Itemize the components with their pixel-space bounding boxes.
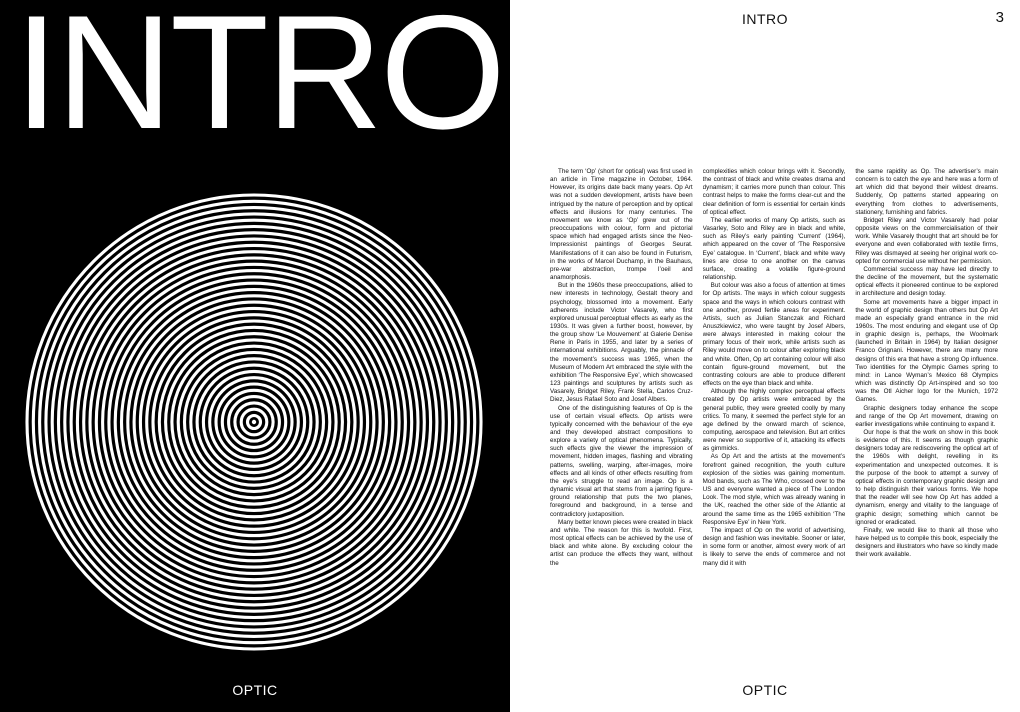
text-column-1 [550, 168, 693, 673]
page-number: 3 [995, 9, 1004, 26]
paragraph: Our hope is that the work on show in this book is evidence of this. It seems as though graphic designers today are rediscovering the optical art of the 1960s with delight, revelling in its experimentation and unexpected outcomes. It is the purpose of the book to attempt a survey of optical effects in contemporary graphic design and to help distinguish their various forms. We hope that the reader will see how Op Art has added a dynamism, energy and vitality to the language of graphic design; something which cannot be ignored or eradicated. [855, 429, 999, 526]
paragraph: Many better known pieces were created in black and white. The reason for this is twofold. First, most optical effects can be achieved by the use of black and white alone. By excluding colour the artist can produce the effects they want, without the [550, 518, 693, 567]
paragraph: the same rapidity as Op. The advertiser’s main concern is to catch the eye and here was a form of art which did that beyond their wildest dreams. Suddenly, Op patterns started appearing on everything from clothes to advertisements, stationery, furnishing and fabrics. [855, 168, 999, 216]
paragraph: But colour was also a focus of attention at times for Op artists. The ways in which colour suggests space and the ways in which colours contrast with one another, proved fertile areas for experiment. Artists, such as Julian Stanczak and Richard Anuszkiewicz, who were taught by Josef Albers, were always interested in making colour the primary focus of their work, while artists such as Riley would move on to colour after exploring black and white. Often, Op art containing colour will also contain figure-ground movement, but the contrasting colours are able to produce different effects on the eye than black and white. [702, 282, 846, 388]
paragraph: As Op Art and the artists at the movement’s forefront gained recognition, the youth culture explosion of the sixties was gaining momentum. Mod bands, such as The Who, crossed over to the US and everyone wanted a piece of The London Look. The mod style, which was already waning in the UK, reached the other side of the Atlantic at around the same time as the 1965 exhibition ‘The Responsive Eye’ in New York. [702, 453, 846, 526]
paragraph: complexities which colour brings with it. Secondly, the contrast of black and white creates drama and dynamism; it carries more punch than colour. This contrast helps to make the forms clear-cut and the clear definition of form is essential for certain kinds of optical effect. [702, 168, 846, 216]
intro-title: INTRO [14, 0, 503, 163]
paragraph: Graphic designers today enhance the scope and range of the Op Art movement, drawing on earlier investigations while continuing to expand it. [855, 404, 999, 428]
paragraph: Although the highly complex perceptual effects created by Op artists were embraced by the general public, they were greeted coolly by many critics. To many, it seemed the perfect style for an age defined by the onward march of science, computing, aerospace and television. But art critics were never so supportive of it, attacking its effects as gimmicks. [702, 388, 846, 453]
paragraph: The impact of Op on the world of advertising, design and fashion was inevitable. Sooner or later, in some form or another, almost every work of art is likely to serve the ends of commerce and not many did it with [702, 526, 846, 567]
text-column-3 [855, 168, 998, 673]
paragraph: One of the distinguishing features of Op is the use of certain visual effects. Op artists were typically concerned with the behaviour of the eye and they developed abstract compositions to explore a variety of optical phenomena. Typically, such effects give the viewer the impression of movement, hidden images, flashing and vibrating patterns, swelling, warping, after-images, moire effects and all kinds of other effects resulting from the eye’s struggle to read an image. Op is a dynamic visual art that stems from a jarring figure-ground relationship that puts the two planes, foreground and background, in a tense and contradictory juxtaposition. [550, 404, 693, 518]
concentric-circles-artwork [25, 193, 483, 651]
paragraph: The earlier works of many Op artists, such as Vasarley, Soto and Riley are in black and white, such as Riley’s early painting ‘Current’ (1964), which appeared on the cover of ‘The Responsive Eye’ catalogue. In ‘Current’, black and white wavy lines are close to one another on the canvas surface, creating a volatile figure-ground relationship. [702, 216, 846, 282]
paragraph: But in the 1960s these preoccupations, allied to new interests in technology, Gestalt theory and psychology, blossomed into a movement. Early adherents include Victor Vasarely, who first explored unusual perceptual effects as early as the 1930s. It was given a further boost, however, by the group show ‘Le Mouvement’ at Galerie Denise Rene in Paris in 1955, and later by a series of international exhibitions. Arguably, the pinnacle of the movement’s success was 1965, when the Museum of Modern Art embraced the style with the exhibition ‘The Responsive Eye’, which showcased 123 paintings and sculptures by artists such as Vasarely, Bridget Riley, Frank Stella, Carlos Cruz-Diez, Jesus Rafael Soto and Josef Albers. [550, 282, 693, 404]
right-footer-label: OPTIC [742, 682, 788, 698]
body-text-columns [550, 168, 998, 673]
paragraph: Bridget Riley and Victor Vasarely had polar opposite views on the commercialisation of their work. While Vasarely thought that art should be for everyone and even collaborated with textile firms, Riley was dismayed at seeing her original work co-opted for commercial use without her permission. [855, 216, 999, 265]
running-head: INTRO [741, 11, 789, 27]
paragraph: Finally, we would like to thank all those who have helped us to compile this book, especially the designers and illustrators who have so kindly made their work available. [855, 526, 999, 559]
text-column-2 [703, 168, 846, 673]
center-dot [252, 420, 256, 424]
paragraph: The term ‘Op’ (short for optical) was first used in an article in Time magazine in October, 1964. However, its origins date back many years. Op Art was not a sudden development, artists have been intrigued by the nature of perception and by optical effects and illusions for many centuries. The movement we know as ‘Op’ grew out of the preoccupations with colour, form and pictorial space which had engaged artists since the Neo-Impressionist paintings of Georges Seurat. Manifestations of it can also be found in Futurism, in the works of Marcel Duchamp, in the Bauhaus, pre-war abstraction, trompe l’oeil and anamorphosis. [550, 168, 693, 282]
right-page [510, 0, 1020, 712]
paragraph: Commercial success may have led directly to the decline of the movement, but the systematic optical effects it pioneered continue to be explored in architecture and design today. [855, 265, 999, 298]
left-footer-label: OPTIC [232, 682, 278, 698]
paragraph: Some art movements have a bigger impact in the world of graphic design than others but Op Art made an especially grand entrance in the mid 1960s. The most enduring and elegant use of Op in graphic design is, perhaps, the Woolmark (launched in Britain in 1964) by Italian designer Franco Grignani. However, there are many more designs of this era that have a strong Op influence. Two identities for the Olympic Games spring to mind: in Lance Wyman’s Mexico 68 Olympics which was distinctly Op Art-inspired and so too was the Otl Aicher logo for the Munich, 1972 Games. [855, 298, 999, 404]
